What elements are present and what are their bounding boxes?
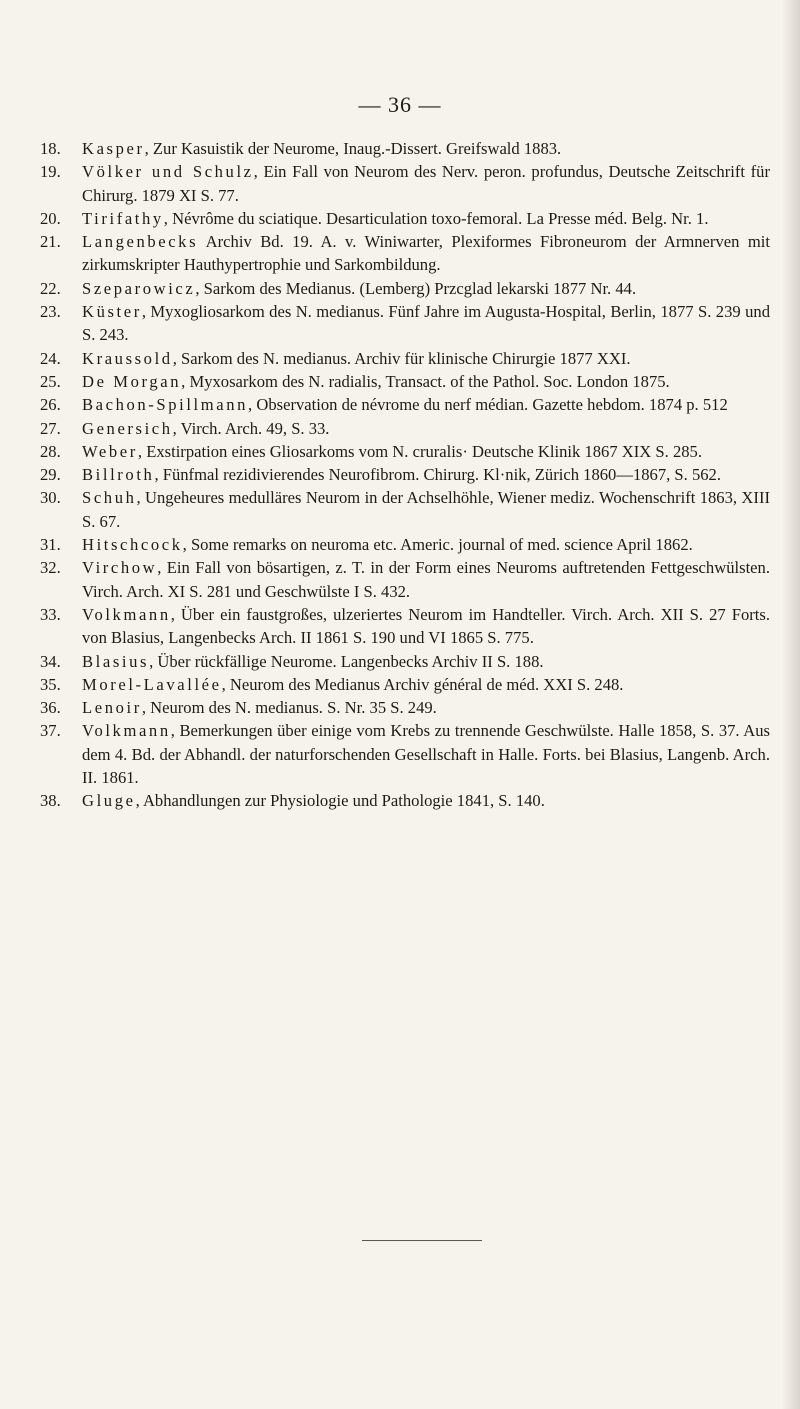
- reference-number: 27.: [40, 418, 61, 438]
- reference-author: Billroth: [82, 465, 155, 485]
- reference-number: 33.: [40, 604, 61, 624]
- reference-text: , Sarkom des N. medianus. Archiv für klinische Chirurgie 1877 XXI.: [172, 348, 631, 368]
- reference-author: Volkmann: [82, 721, 171, 741]
- reference-author: Morel-Lavallée: [82, 674, 222, 694]
- reference-text: , Zur Kasuistik der Neurome, Inaug.-Dissert. Greifswald 1883.: [144, 139, 562, 158]
- page-edge-shadow: [782, 0, 800, 1409]
- reference-entry: [40, 673, 770, 696]
- reference-entry: [40, 137, 770, 160]
- reference-number: 25.: [40, 371, 61, 391]
- reference-entry: [40, 370, 770, 393]
- reference-entry: [40, 486, 770, 533]
- reference-entry: [40, 440, 770, 463]
- reference-text: , Fünfmal rezidivierendes Neurofibrom. Chirurg. Kl·nik, Zürich 1860—1867, S. 562.: [154, 465, 721, 485]
- reference-text: , Virch. Arch. 49, S. 33.: [172, 418, 330, 438]
- reference-number: 30.: [40, 488, 61, 508]
- reference-number: 29.: [40, 465, 61, 485]
- reference-author: Virchow: [82, 558, 158, 578]
- reference-entry: [40, 417, 770, 440]
- reference-entry: [40, 463, 770, 486]
- reference-author: Hitschcock: [82, 535, 183, 555]
- reference-text: , Myxogliosarkom des N. medianus. Fünf Jahre im Augusta-Hospital, Berlin, 1877 S. 239 und S. 243.: [82, 302, 770, 345]
- reference-entry: [40, 719, 770, 789]
- reference-text: , Bemerkungen über einige vom Krebs zu trennende Geschwülste. Halle 1858, S. 37. Aus dem 4. Bd. der Abhandl. der naturforschenden Gesellschaft in Halle. Forts. bei Blasius, Langenb. Arch. II. 1861.: [82, 721, 770, 788]
- reference-author: Küster: [82, 302, 142, 322]
- reference-number: 20.: [40, 208, 61, 228]
- reference-entry: [40, 650, 770, 673]
- reference-text: , Sarkom des Medianus. (Lemberg) Przcglad lekarski 1877 Nr. 44.: [195, 278, 637, 298]
- reference-number: 22.: [40, 278, 61, 298]
- reference-text: , Some remarks on neuroma etc. Americ. journal of med. science April 1862.: [182, 535, 693, 555]
- reference-author: Volkmann: [82, 604, 171, 624]
- reference-entry: [40, 789, 770, 812]
- reference-author: Bachon-Spillmann: [82, 395, 249, 415]
- reference-text: , Ungeheures medulläres Neurom in der Achselhöhle, Wiener mediz. Wochenschrift 1863, XIII S. 67.: [82, 488, 770, 531]
- reference-text: , Neurom des Medianus Archiv général de méd. XXI S. 248.: [221, 674, 624, 694]
- reference-text: , Über ein faustgroßes, ulzeriertes Neurom im Handteller. Virch. Arch. XII S. 27 Forts. von Blasius, Langenbecks Arch. II 1861 S. 190 und VI 1865 S. 775.: [82, 604, 770, 648]
- reference-text: , Exstirpation eines Gliosarkoms vom N. cruralis· Deutsche Klinik 1867 XIX S. 285.: [137, 441, 702, 461]
- reference-author: Kasper: [82, 139, 145, 158]
- reference-author: Tirifathy: [82, 208, 164, 228]
- reference-text: Archiv Bd. 19. A. v. Winiwarter, Plexiformes Fibroneurom der Armnerven mit zirkumskripter Hauthypertrophie und Sarkombildung.: [82, 232, 770, 275]
- reference-entry: [40, 603, 770, 650]
- reference-number: 26.: [40, 395, 61, 415]
- reference-entry: [40, 207, 770, 230]
- reference-author: Lenoir: [82, 698, 142, 718]
- reference-text: , Über rückfällige Neurome. Langenbecks Archiv II S. 188.: [149, 651, 544, 671]
- reference-author: Langenbecks: [82, 232, 199, 252]
- reference-author: Genersich: [82, 418, 173, 438]
- reference-number: 18.: [40, 139, 61, 158]
- reference-text: , Myxosarkom des N. radialis, Transact. of the Pathol. Soc. London 1875.: [181, 371, 670, 391]
- reference-text: , Observation de névrome du nerf médian. Gazette hebdom. 1874 p. 512: [248, 395, 728, 415]
- reference-number: 35.: [40, 674, 61, 694]
- reference-entry: [40, 696, 770, 719]
- reference-list: [40, 137, 770, 813]
- footer-rule: [362, 1240, 482, 1241]
- reference-author: Gluge: [82, 791, 136, 811]
- reference-author: Szeparowicz: [82, 278, 196, 298]
- reference-entry: [40, 300, 770, 347]
- reference-author: Blasius: [82, 651, 150, 671]
- reference-text: , Abhandlungen zur Physiologie und Pathologie 1841, S. 140.: [135, 791, 545, 811]
- reference-number: 32.: [40, 558, 61, 578]
- reference-number: 21.: [40, 232, 61, 252]
- reference-number: 28.: [40, 441, 61, 461]
- reference-text: , Ein Fall von bösartigen, z. T. in der Form eines Neuroms auftretenden Fettgeschwülsten. Virch. Arch. XI S. 281 und Geschwülste I S. 432.: [82, 558, 770, 601]
- page-number: — 36 —: [358, 92, 442, 117]
- reference-entry: [40, 556, 770, 603]
- reference-text: , Ein Fall von Neurom des Nerv. peron. profundus, Deutsche Zeitschrift für Chirurg. 1879 XI S. 77.: [82, 162, 770, 205]
- reference-entry: [40, 347, 770, 370]
- reference-number: 31.: [40, 535, 61, 555]
- reference-author: Weber: [82, 441, 138, 461]
- reference-entry: [40, 533, 770, 556]
- reference-author: Völker und Schulz: [82, 162, 254, 182]
- reference-text: , Neurom des N. medianus. S. Nr. 35 S. 249.: [141, 698, 437, 718]
- reference-text: , Névrôme du sciatique. Desarticulation toxo-femoral. La Presse méd. Belg. Nr. 1.: [163, 208, 709, 228]
- reference-entry: [40, 277, 770, 300]
- reference-number: 37.: [40, 721, 61, 741]
- reference-author: Schuh: [82, 488, 137, 508]
- reference-number: 23.: [40, 302, 61, 322]
- reference-number: 34.: [40, 651, 61, 671]
- reference-entry: [40, 160, 770, 207]
- reference-author: De Morgan: [82, 371, 182, 391]
- reference-number: 38.: [40, 791, 61, 811]
- reference-number: 24.: [40, 348, 61, 368]
- reference-author: Kraussold: [82, 348, 173, 368]
- reference-number: 19.: [40, 162, 61, 182]
- reference-entry: [40, 393, 770, 416]
- reference-number: 36.: [40, 698, 61, 718]
- reference-entry: [40, 230, 770, 277]
